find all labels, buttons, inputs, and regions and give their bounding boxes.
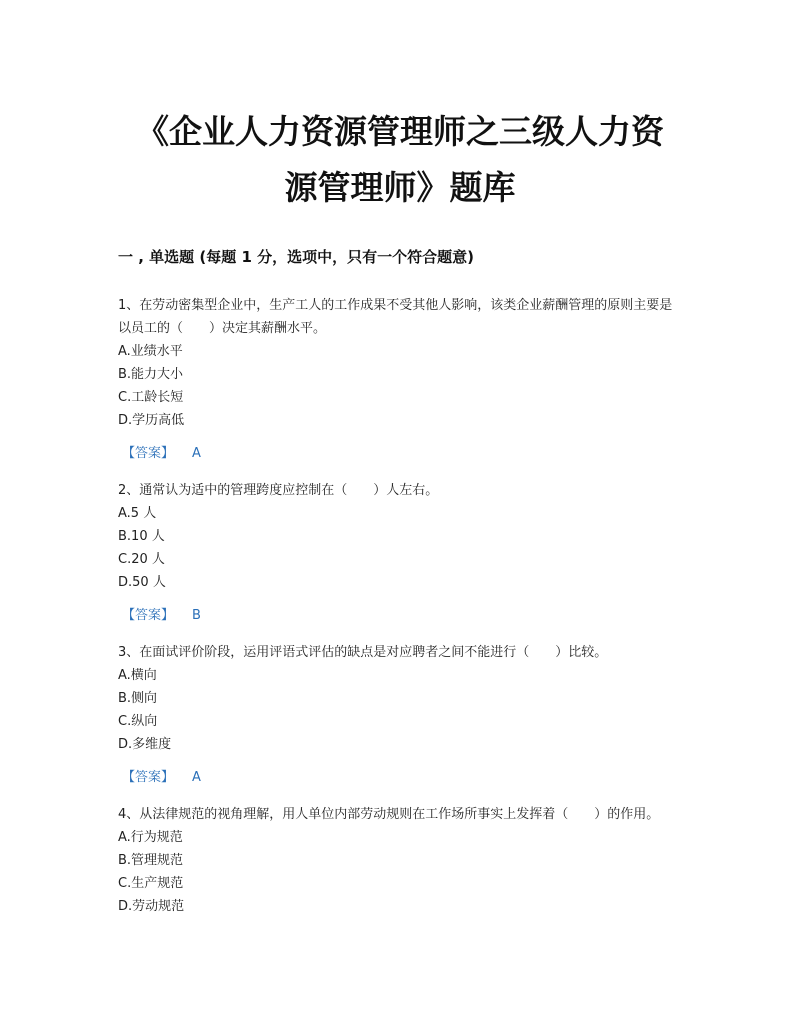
option-d: D.学历高低 <box>118 413 185 428</box>
question-3 <box>118 641 678 789</box>
option-d: D.50 人 <box>118 575 166 590</box>
question-stem: 2、通常认为适中的管理跨度应控制在（ ）人左右。 <box>118 483 439 498</box>
section-heading: 一 , 单选题 (每题 1 分，选项中，只有一个符合题意) <box>118 248 474 266</box>
option-a: A.5 人 <box>118 506 157 521</box>
answer-label: 【答案】 <box>122 770 175 785</box>
option-a: A.行为规范 <box>118 830 183 845</box>
answer-label: 【答案】 <box>122 446 175 461</box>
option-a: A.横向 <box>118 668 157 683</box>
option-d: D.多维度 <box>118 737 172 752</box>
document-title <box>100 104 700 216</box>
question-stem: 3、在面试评价阶段，运用评语式评估的缺点是对应聘者之间不能进行（ ）比较。 <box>118 645 608 660</box>
question-stem: 1、在劳动密集型企业中，生产工人的工作成果不受其他人影响，该类企业薪酬管理的原则主要是以员工的（ ）决定其薪酬水平。 <box>118 298 673 336</box>
answer-value: A <box>192 446 201 461</box>
option-c: C.工龄长短 <box>118 390 184 405</box>
answer-label: 【答案】 <box>122 608 175 623</box>
answer-value: A <box>192 770 201 785</box>
option-b: B.10 人 <box>118 529 165 544</box>
question-1 <box>118 294 678 465</box>
option-c: C.20 人 <box>118 552 165 567</box>
document-title-line-1: 《企业人力资源管理师之三级人力资 <box>136 112 664 151</box>
option-d: D.劳动规范 <box>118 899 185 914</box>
document-title-line-2: 源管理师》题库 <box>284 168 516 207</box>
question-stem: 4、从法律规范的视角理解，用人单位内部劳动规则在工作场所事实上发挥着（ ）的作用。 <box>118 807 660 822</box>
answer-row <box>118 604 678 627</box>
option-a: A.业绩水平 <box>118 344 183 359</box>
answer-value: B <box>192 608 201 623</box>
answer-row <box>118 442 678 465</box>
option-c: C.生产规范 <box>118 876 184 891</box>
option-b: B.侧向 <box>118 691 158 706</box>
answer-row <box>118 766 678 789</box>
option-b: B.能力大小 <box>118 367 184 382</box>
question-4 <box>118 803 678 918</box>
option-c: C.纵向 <box>118 714 158 729</box>
option-b: B.管理规范 <box>118 853 184 868</box>
question-2 <box>118 479 678 627</box>
